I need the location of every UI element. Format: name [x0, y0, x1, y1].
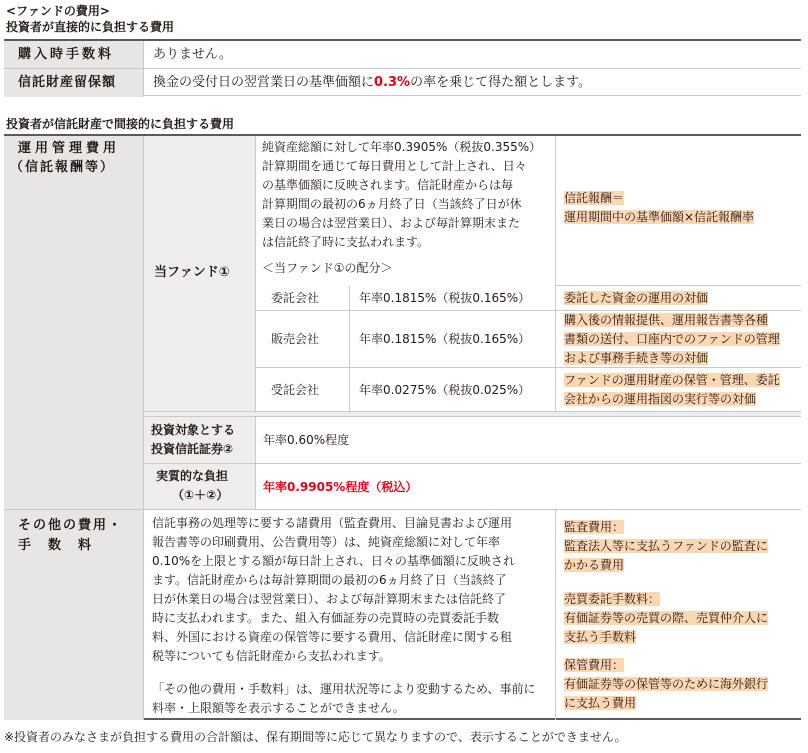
other-fees-description-line: 料、外国における資産の保管等に要する費用、信託財産に関する租: [152, 630, 513, 644]
redemption-fee-label: 信託財産留保額: [4, 69, 144, 97]
fund-description-line: は信託終了時に支払われます。: [262, 235, 430, 249]
allocation-note: [556, 368, 801, 412]
note-line: 有価証券等の保管等のために海外銀行: [564, 677, 769, 691]
note-title: 売買委託手数料：: [564, 592, 661, 606]
fund-description-line: 計算期間の最初の6ヵ月終了日（当該終了日が休: [262, 197, 522, 211]
effective-burden-value: 年率0.9905%程度（税込）: [256, 464, 801, 510]
effective-burden-label: [144, 464, 256, 510]
note-line: 監査法人等に支払うファンドの監査に: [564, 539, 768, 553]
page-title: <ファンドの費用>: [6, 4, 110, 18]
fee-formula: [564, 189, 754, 227]
allocation-heading: ＜当ファンド①の配分＞: [262, 261, 393, 275]
effective-burden-label-line: 実質的な負担: [156, 469, 229, 483]
fund-label-cell: [144, 136, 256, 412]
indirect-costs-heading: 投資者が信託財産で間接的に負担する費用: [6, 117, 235, 131]
brokerage-fee-note: [564, 590, 768, 647]
fee-formula-line: 運用期間中の基準価額×信託報酬率: [564, 210, 755, 224]
other-fees-description-line: 時に支払われます。また、組入有価証券の売買時の売買委託手数: [152, 611, 500, 625]
note-line: かかる費用: [564, 558, 625, 572]
other-fees-description-line: 信託事務の処理等に要する諸費用（監査費用、目論見書および運用: [152, 516, 513, 530]
allocation-rate: 年率0.1815%（税抜0.165%）: [350, 286, 556, 311]
target-fund-label-line: 投資対象とする: [151, 423, 236, 437]
purchase-fee-label: 購入時手数料: [4, 41, 144, 69]
note-title: 保管費用：: [564, 658, 625, 672]
allocation-note-line: および事務手続き等の対価: [564, 351, 709, 365]
redemption-fee-value: [144, 69, 801, 97]
purchase-fee-value: ありません。: [144, 41, 801, 69]
fund-description-line: 業日の場合は翌営業日）、および毎計算期末また: [262, 216, 521, 230]
formula-cell: [556, 136, 801, 286]
allocation-rate: 年率0.1815%（税抜0.165%）: [350, 311, 556, 368]
note-line: 支払う手数料: [564, 630, 637, 644]
other-fees-section: [4, 510, 144, 720]
other-fees-footnote-line: 料率・上限額等を表示することができません。: [152, 701, 405, 715]
other-fees-footnote: [152, 680, 536, 718]
footer-note: ※投資者のみなさまが負担する費用の合計額は、保有期間等に応じて異なりますので、表示することができません。: [4, 730, 627, 744]
fee-formula-line: 信託報酬＝: [564, 191, 625, 205]
allocation-note: [556, 311, 801, 368]
note-line: 有価証券等の売買の際、売買仲介人に: [564, 611, 769, 625]
target-fund-label: [144, 417, 256, 464]
fund-description-line: の基準価額に反映されます。信託財産からは毎: [262, 178, 514, 192]
allocation-note-line: 書類の送付、口座内でのファンドの管理: [564, 332, 780, 346]
fund-label: 当ファンド①: [154, 265, 230, 280]
other-fees-description: [152, 514, 515, 666]
other-fees-sublabel: 手 数 料: [18, 538, 94, 553]
other-fees-label: その他の費用・: [18, 518, 124, 533]
fund-description-cell: [256, 136, 556, 286]
allocation-note-line: 購入後の情報提供、運用報告書等各種: [564, 313, 769, 327]
direct-costs-table: [4, 39, 801, 96]
note-line: に支払う費用: [564, 696, 637, 710]
other-fees-description-line: 税等についても信託財産から支払われます。: [152, 649, 391, 663]
indirect-costs-table: [4, 134, 801, 720]
other-fees-notes-cell: [556, 510, 801, 720]
effective-burden-label-line: （①＋②）: [172, 488, 229, 502]
direct-costs-heading: 投資者が直接的に負担する費用: [6, 20, 175, 34]
redemption-fee-text-2: の率を乗じて得た額とします。: [410, 75, 592, 90]
management-fee-label: 運用管理費用: [18, 141, 121, 156]
other-fees-description-line: 0.10%を上限とする額が毎日計上され、日々の基準価額に反映され: [152, 554, 515, 568]
allocation-rate: 年率0.0275%（税抜0.025%）: [350, 368, 556, 412]
fund-description: [262, 138, 541, 252]
custody-fee-note: [564, 656, 768, 713]
other-fees-description-cell: [144, 510, 556, 720]
target-fund-value: 年率0.60%程度: [256, 417, 801, 464]
allocation-party: 委託会社: [256, 286, 350, 311]
management-fee-sublabel: （信託報酬等）: [10, 160, 116, 175]
other-fees-footnote-line: 「その他の費用・手数料」は、運用状況等により変動するため、事前に: [152, 682, 536, 696]
allocation-party: 販売会社: [256, 311, 350, 368]
target-fund-label-line: 投資信託証券②: [151, 442, 234, 456]
note-title: 監査費用：: [564, 520, 625, 534]
redemption-fee-rate: 0.3%: [374, 75, 411, 90]
redemption-fee-text-1: 換金の受付日の翌営業日の基準価額に: [153, 75, 375, 90]
other-fees-description-line: ます。信託財産からは毎計算期間の最初の6ヵ月終了日（当該終了: [152, 573, 507, 587]
allocation-note-line: 委託した資金の運用の対価: [564, 291, 709, 305]
fund-description-line: 純資産総額に対して年率0.3905%（税抜0.355%）: [262, 140, 542, 154]
allocation-note: [556, 286, 801, 311]
audit-fee-note: [564, 518, 768, 575]
other-fees-description-line: 日が休業日の場合は翌営業日）、および毎計算期末または信託終了: [152, 592, 507, 606]
management-fee-section: [4, 136, 144, 510]
allocation-note-line: 会社からの運用指図の実行等の対価: [564, 392, 757, 406]
fund-description-line: 計算期間を通じて毎日費用として計上され、日々: [262, 159, 527, 173]
allocation-party: 受託会社: [256, 368, 350, 412]
other-fees-description-line: 報告書等の印刷費用、公告費用等）は、純資産総額に対して年率: [152, 535, 501, 549]
allocation-note-line: ファンドの運用財産の保管・管理、委託: [564, 373, 780, 387]
